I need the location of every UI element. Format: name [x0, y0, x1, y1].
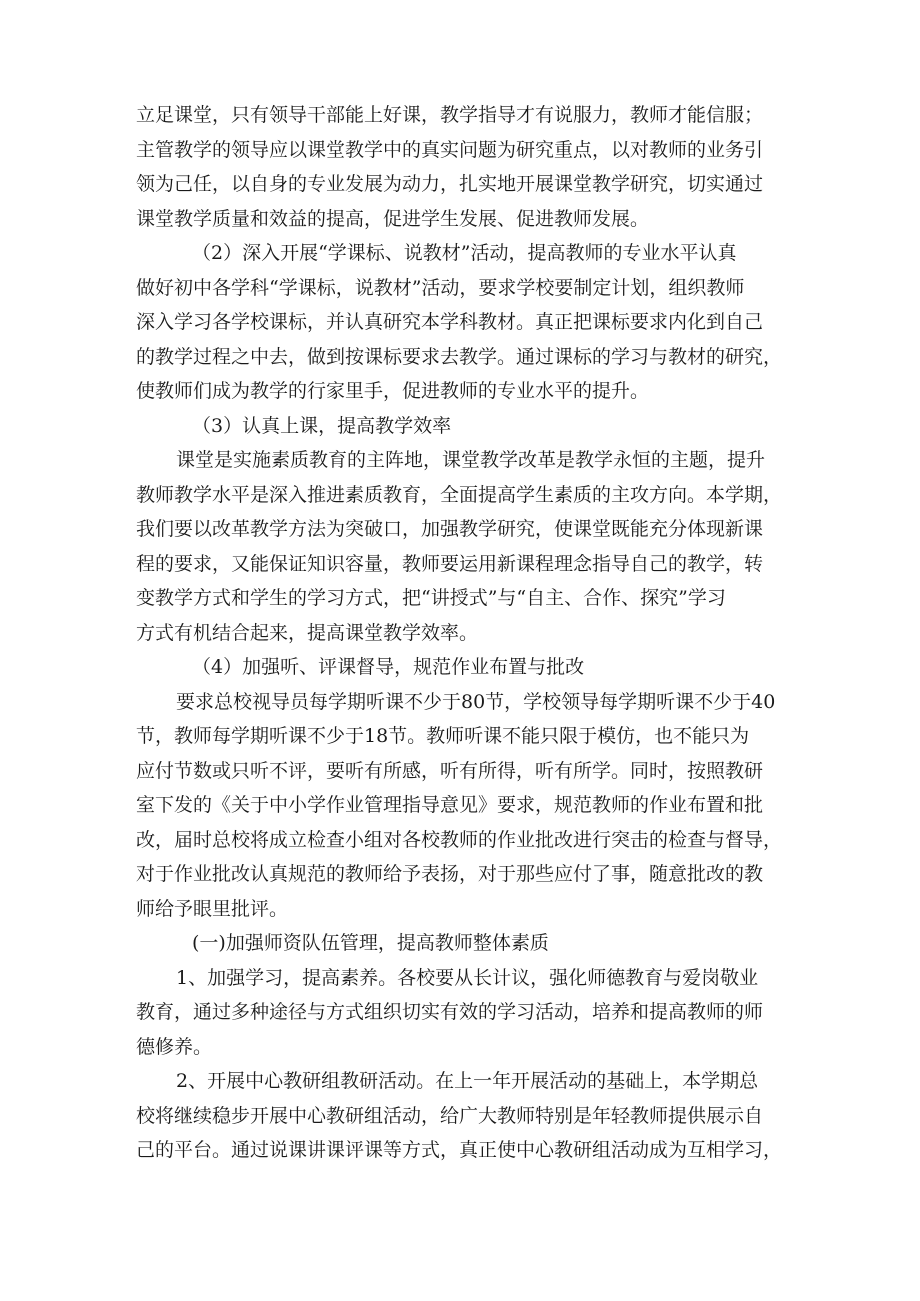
text-line: 应付节数或只听不评，要听有所感，听有所得，听有所学。同时，按照教研: [136, 759, 764, 782]
text-line: 领为己任，以自身的专业发展为动力，扎实地开展课堂教学研究，切实通过: [136, 173, 764, 195]
text-line: 教育，通过多种途径与方式组织切实有效的学习活动，培养和提高教师的师: [136, 1001, 764, 1023]
text-line: 师给予眼里批评。: [136, 897, 289, 920]
text-line: 教师教学水平是深入推进素质教育，全面提高学生素质的主攻方向。本学期，: [136, 483, 783, 506]
text-line: 对于作业批改认真规范的教师给予表扬，对于那些应付了事，随意批改的教: [136, 863, 764, 885]
text-line: 课堂教学质量和效益的提高，促进学生发展、促进教师发展。: [136, 207, 650, 230]
text-line: 节，教师每学期听课不少于18节。教师听课不能只限于模仿，也不能只为: [136, 725, 750, 747]
text-line: 的教学过程之中去，做到按课标要求去教学。通过课标的学习与教材的研究，: [136, 345, 783, 368]
text-line: 课堂是实施素质教育的主阵地，课堂教学改革是教学永恒的主题，提升: [176, 449, 766, 471]
text-line: 立足课堂，只有领导干部能上好课，教学指导才有说服力，教师才能信服；: [136, 104, 764, 126]
text-line: （3）认真上课，提高教学效率: [192, 414, 452, 437]
text-line: 方式有机结合起来，提高课堂教学效率。: [136, 621, 479, 644]
text-line: 改，届时总校将成立检查小组对各校教师的作业批改进行突击的检查与督导，: [136, 828, 783, 851]
text-line: 我们要以改革教学方法为突破口，加强教学研究，使课堂既能充分体现新课: [136, 518, 764, 540]
text-line: 德修养。: [136, 1035, 213, 1058]
text-line: (一)加强师资队伍管理，提高教师整体素质: [192, 932, 549, 954]
text-line: 己的平台。通过说课讲课评课等方式，真正使中心教研组活动成为互相学习，: [136, 1139, 783, 1161]
text-line: （2）深入开展“学课标、说教材”活动，提高教师的专业水平认真: [192, 242, 737, 264]
text-line: 深入学习各学校课标，并认真研究本学科教材。真正把课标要求内化到自己: [136, 311, 764, 333]
text-line: 做好初中各学科“学课标，说教材”活动，要求学校要制定计划，组织教师: [136, 276, 745, 299]
text-line: 室下发的《关于中小学作业管理指导意见》要求，规范教师的作业布置和批: [136, 794, 764, 816]
text-line: 校将继续稳步开展中心教研组活动，给广大教师特别是年轻教师提供展示自: [136, 1104, 764, 1127]
document-body: [136, 98, 796, 1168]
text-line: 程的要求，又能保证知识容量，教师要运用新课程理念指导自己的教学，转: [136, 552, 764, 575]
text-line: 1、加强学习，提高素养。各校要从长计议，强化师德教育与爱岗敬业: [176, 966, 759, 989]
text-line: 2、开展中心教研组教研活动。在上一年开展活动的基础上，本学期总: [176, 1070, 759, 1092]
text-line: 主管教学的领导应以课堂教学中的真实问题为研究重点，以对教师的业务引: [136, 138, 764, 161]
text-line: 变教学方式和学生的学习方式，把“讲授式”与“自主、合作、探究”学习: [136, 587, 726, 609]
text-line: 使教师们成为教学的行家里手，促进教师的专业水平的提升。: [136, 380, 650, 402]
text-line: （4）加强听、评课督导，规范作业布置与批改: [192, 656, 585, 678]
text-line: 要求总校视导员每学期听课不少于80节，学校领导每学期听课不少于40: [176, 690, 776, 713]
